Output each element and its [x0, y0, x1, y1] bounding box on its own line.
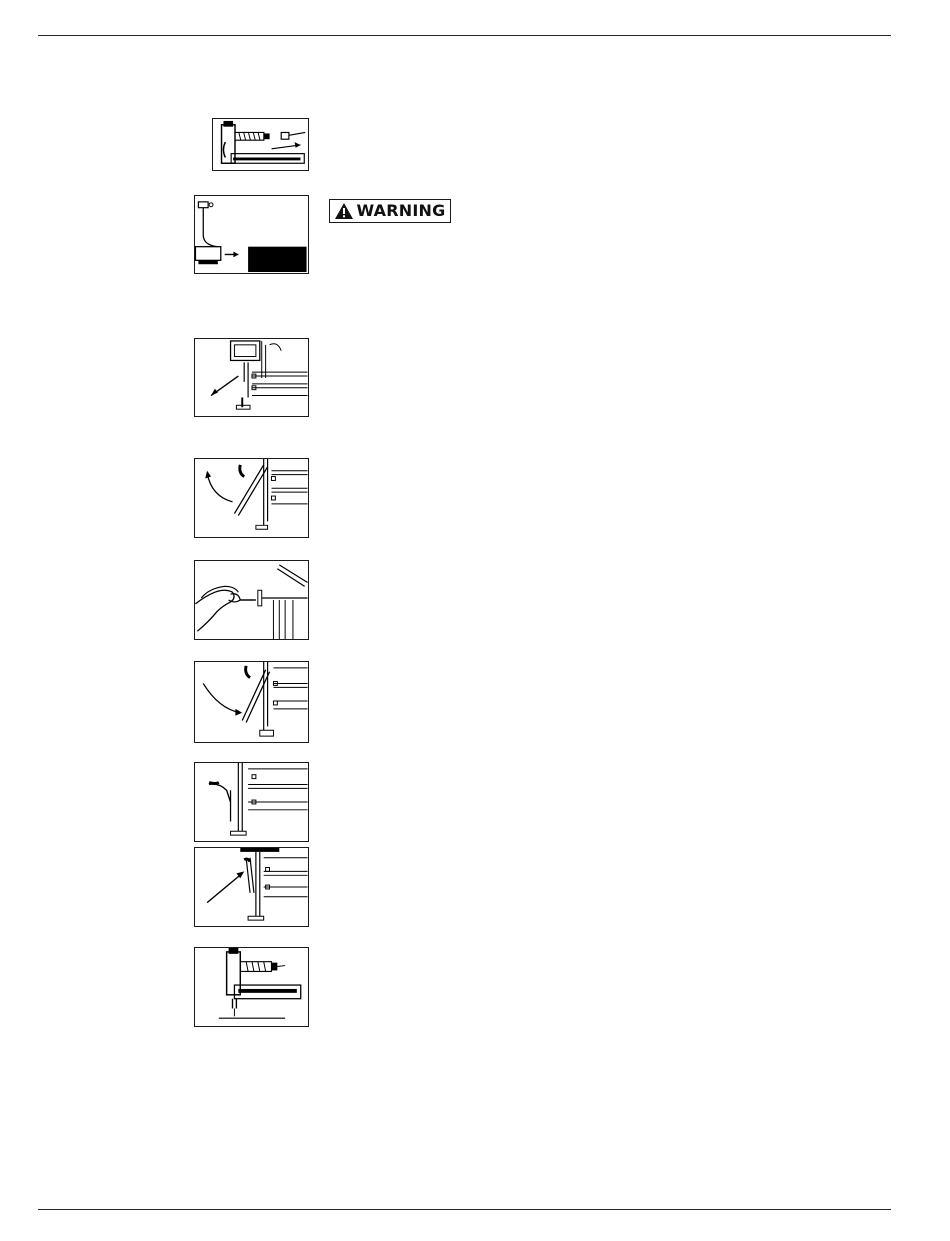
latch-press-illustration [195, 848, 308, 926]
reconnect-test-figure [194, 947, 309, 1027]
latch-close-illustration [195, 662, 308, 742]
top-rule [38, 35, 891, 36]
disconnect-air-hose-figure [212, 118, 309, 171]
nailer-reconnect-illustration [195, 948, 308, 1026]
magazine-unload-illustration [195, 196, 308, 273]
remove-fasteners-figure [194, 195, 309, 274]
nailer-hose-disconnect-illustration [213, 119, 308, 170]
close-latch-figure [194, 661, 309, 743]
bottom-rule [38, 1209, 891, 1210]
latch-lift-illustration [195, 459, 308, 537]
latch-closed-illustration [195, 763, 308, 841]
clear-jam-pliers-figure [194, 560, 309, 640]
lift-latch-figure [194, 458, 309, 538]
latch-open-illustration [195, 339, 308, 416]
latch-closed-figure [194, 762, 309, 842]
open-latch-figure [194, 338, 309, 417]
warning-label [329, 199, 451, 223]
press-latch-figure [194, 847, 309, 927]
warning-text: WARNING [356, 201, 446, 220]
pliers-remove-nail-illustration [195, 561, 308, 639]
warning-triangle-icon [335, 203, 353, 219]
